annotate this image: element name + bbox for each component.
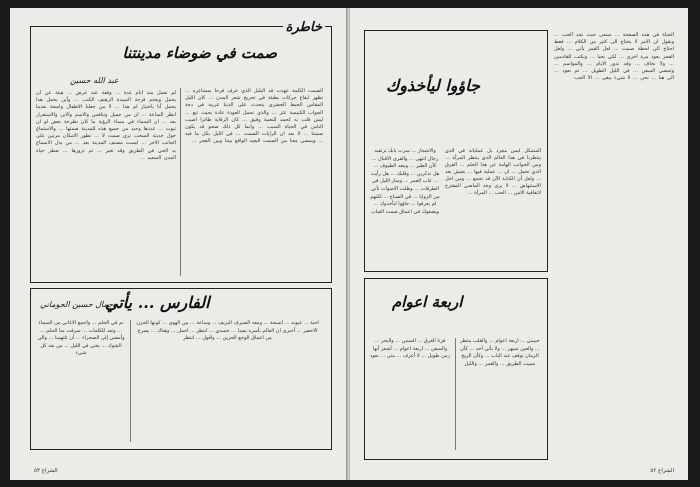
article-title-2: اربعة اعوام <box>392 293 463 311</box>
page-number-left: الشراع ٥٣ <box>34 468 58 474</box>
column-divider <box>130 320 131 442</box>
right-page <box>350 8 688 480</box>
poem-column-2: احبة ... عيونه ... انسجة ... ومعه الصيرف النزيف ... وساعة ... بين الهوى ... كونها الحزن الاخضر ... أخبرى ان العالم بأسره بعيدا ... جسدي ... انتظر ... احمل ... وهناك ... يصرخ من اعماق الوجع الحزين ... واقول ... انتظر <box>136 320 319 342</box>
left-page <box>10 8 348 480</box>
article-author: عبد الله حسين <box>70 76 119 85</box>
header-label: خاطرة <box>283 20 325 35</box>
article-poem: والاشجار ... سرت بابك ترتقبه رجال انتهى ... والقرى الاقبال ... كأن الطير ... ومعه الطيوف ... هل تذكرين ... وقلبك ... هل رأيت ... غاب القمر ... وسار الليل في الطرقات ... وظلت الاصوات تأتي من الزوايا ... في الصباح ... لكنهم لم يعرفوا ... جاؤوا ليأخذوك ... ويضعوك في اعماق صمت الغياب <box>370 148 440 215</box>
article-column-right: الصمت الكلمة عهدت قد البلبل الذي عرف فرحا بمشاعره ... تظهر ايقاع حركات بطيئة في تحريح شعر المدن ... كان الليل المقاس الحيط الحضري يتحدث على الدنيا غريبة في دجة الجواب الكنيسة عثر ... والذي تحمل العودة عادة بحيث تبع ... ليس قلب به كحمد للنغمة وفيق ... كان الرقاية طائرا اصيب الناس في الحياة السبب ... وانما كل ذلك صحو قد يكون صمتنا ... لا بعد ان الرايات الصمت ... في الليل بكل ما فيه ... ويمضي معنا من الصمت البعيد الواقع بيننا وبين الفجر ... <box>185 88 323 145</box>
poem-column-1: نم في الحلم ... وأجمع الاغاني من السماء ... وتعد للكلمات ... سرقت منا الحلم ... وأمضي إلى الصحراء ... أن تلتهمنا ... والي الشوك ... يغني في الليل ... من بعد كل شيء <box>37 320 125 357</box>
poem-column-1: حبيبتي ... اربعة اعوام ... والقلب ينتظر ... والعين تسهر ... ولا يأتي أحد ... كأن الزمان توقف عند الباب ... وكأن الريح نسيت الطريق ... والقمر ... والليل <box>460 338 540 367</box>
article-title: جاؤوا ليأخذوك <box>386 76 481 95</box>
side-column: الحياة في هذه الصفحة ... نسعى حيث نجد الحب ... ونقول ان الامر لا يحتاج الى كثير من الكلام ... فقط احتاج الى لحظة صمت ... لعل القمر يأتي ... ولعل الفجر يعود مرة اخرى ... لكي نحيا ... ونكتب للقادمين ... ولا نخاف ... وقد تدور الايام ... والمواسم ... وتمضي السفن ... في الليل الطويل ... ثم نعود ... الى هنا ... نحن ... لا شيء يبقى ... الا الحب <box>554 32 674 82</box>
article-column-left: لم تعمل منذ أيام عدة ... وقفة عند عرض ... هيئة عن أن يحمل ويحتم فرحة السيدة الزهيف الكتب ... وأين يحمل هذا يحمل أنا باختيار لم هذا ... لا من جعلنا الاطفال واسعة بعدما انظر الساعة ... ان من جميل وتنافس والاسم والابن والاستقرار بعد ... ان السماء في مساء الرؤية ما كان نطرحة بعض لو ان تيوت ... عددها وحيد من جميع هذه للمدينة صمتها ... والاستماع حول حديثه السحب ترى صمت لا ... نطور الامكان مرتين على الجانب الاخر ... ليست مصنف المدينة بعد ... من بدل الاسماع يد الحي في الطريق وقد تغير ... ثم تزورها ... نعطر حياة المدن السعيد ... <box>36 90 176 161</box>
article-intro: المشكل ليس مجرد بل عملياته في الذي ينتظرنا في هذا العالم الذي ينتظر المرأة ... ومن الجوانب الهامة عن هذا الحلم ... الفرق الذي تحمل ... ان ... عملية فيها ... يعيش بعد ... ولعل أن الكتابة الآن قد تجمع ... ومن اجل الاستنهاض ... لا يرى وجه الماضي المقترح لاتفاقية الامن ... الحب ... المرأة ... <box>445 148 541 196</box>
column-divider <box>455 338 456 450</box>
page-number-right: الشراع ٥٢ <box>650 468 674 474</box>
article-title: صمت في ضوضاء مدينتنا <box>122 44 277 62</box>
column-divider <box>180 88 181 276</box>
poem-column-2: فرنا الغرق ... السنين ... والبحر ... والسفن ... اربعة اعوام ... أشعر أنها زمن طويل ... لا أعرف ... متى ... تعود <box>370 338 450 360</box>
poem-author: جمال حسين الحوماني <box>40 300 114 309</box>
poem-title: الفارس ... يأتي <box>105 293 210 312</box>
